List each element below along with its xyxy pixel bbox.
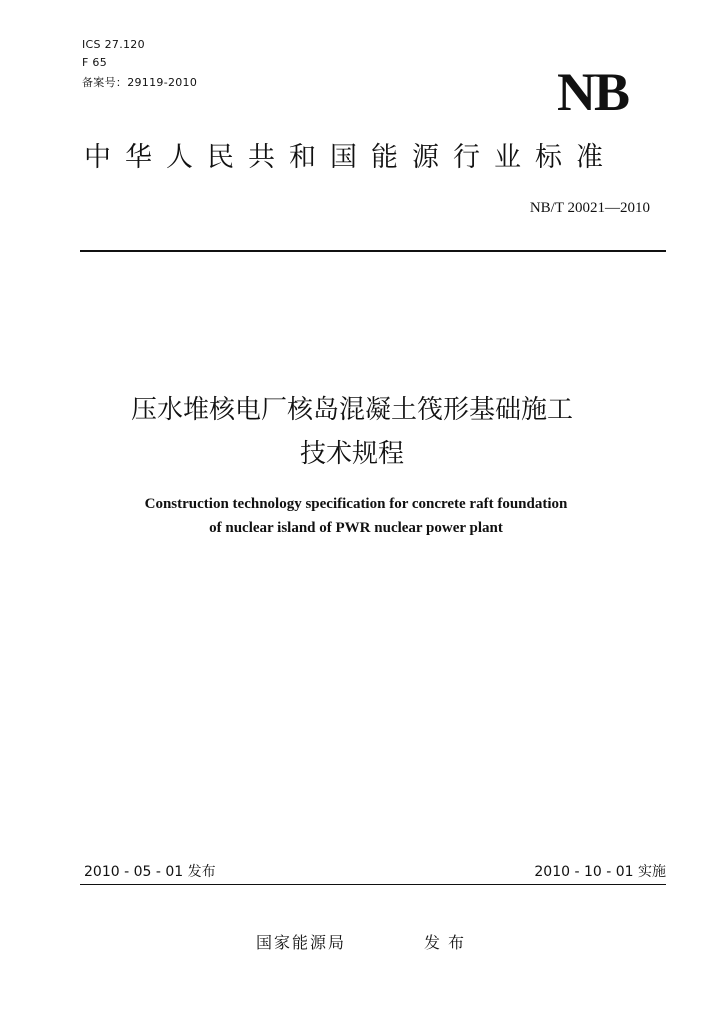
nb-logo: NB — [556, 62, 628, 122]
ics-code: ICS 27.120 — [82, 38, 145, 51]
implementation-date: 2010 - 10 - 01 实施 — [534, 864, 666, 880]
record-number: 备案号：29119-2010 — [82, 76, 198, 89]
title-en-line-2: of nuclear island of PWR nuclear power plant — [209, 520, 503, 536]
header-divider — [80, 250, 666, 252]
standard-number: NB/T 20021—2010 — [529, 200, 650, 216]
publisher-name: 国家能源局 — [256, 933, 347, 952]
classification-code: F 65 — [82, 56, 108, 69]
footer-divider — [80, 884, 666, 885]
standard-category-title: 中华人民共和国能源行业标准 — [84, 142, 617, 173]
title-en-line-1: Construction technology specification for concrete raft foundation — [144, 496, 568, 512]
title-cn-line-1: 压水堆核电厂核岛混凝土筏形基础施工 — [130, 395, 573, 425]
publish-label: 发布 — [424, 933, 473, 952]
issue-date: 2010 - 05 - 01 发布 — [84, 864, 216, 880]
title-cn-line-2: 技术规程 — [299, 439, 404, 469]
